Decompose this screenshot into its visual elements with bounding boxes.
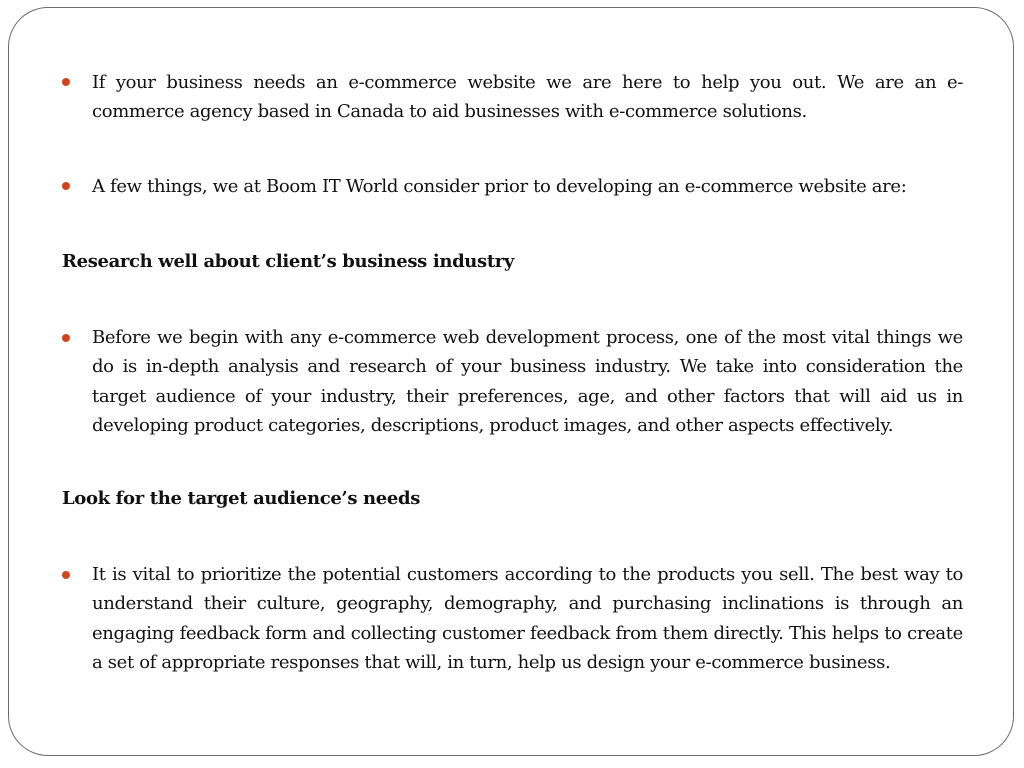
section-heading-research: Research well about client’s business industry bbox=[62, 251, 515, 272]
bullet-icon bbox=[62, 334, 70, 342]
bullet-paragraph-2: A few things, we at Boom IT World consider prior to developing an e-commerce website are: bbox=[92, 176, 907, 197]
bullet-paragraph-3: Before we begin with any e-commerce web development process, one of the most vital things we do is in-depth analysis and research of your business industry. We take into consideration the target audience of your industry, their preferences, age, and other factors that will aid us in developing product categories, descriptions, product images, and other aspects effectively. bbox=[92, 327, 963, 436]
bullet-icon bbox=[62, 571, 70, 579]
bullet-icon bbox=[62, 78, 70, 86]
bullet-paragraph-4: It is vital to prioritize the potential customers according to the products you sell. The best way to understand their culture, geography, demography, and purchasing inclinations is through an engaging feedback form and collecting customer feedback from them directly. This helps to create a set of appropriate responses that will, in turn, help us design your e-commerce business. bbox=[92, 564, 963, 673]
bullet-paragraph-1: If your business needs an e-commerce website we are here to help you out. We are an e-commerce agency based in Canada to aid businesses with e-commerce solutions. bbox=[92, 72, 963, 123]
section-heading-audience: Look for the target audience’s needs bbox=[62, 488, 421, 509]
bullet-icon bbox=[62, 182, 70, 190]
